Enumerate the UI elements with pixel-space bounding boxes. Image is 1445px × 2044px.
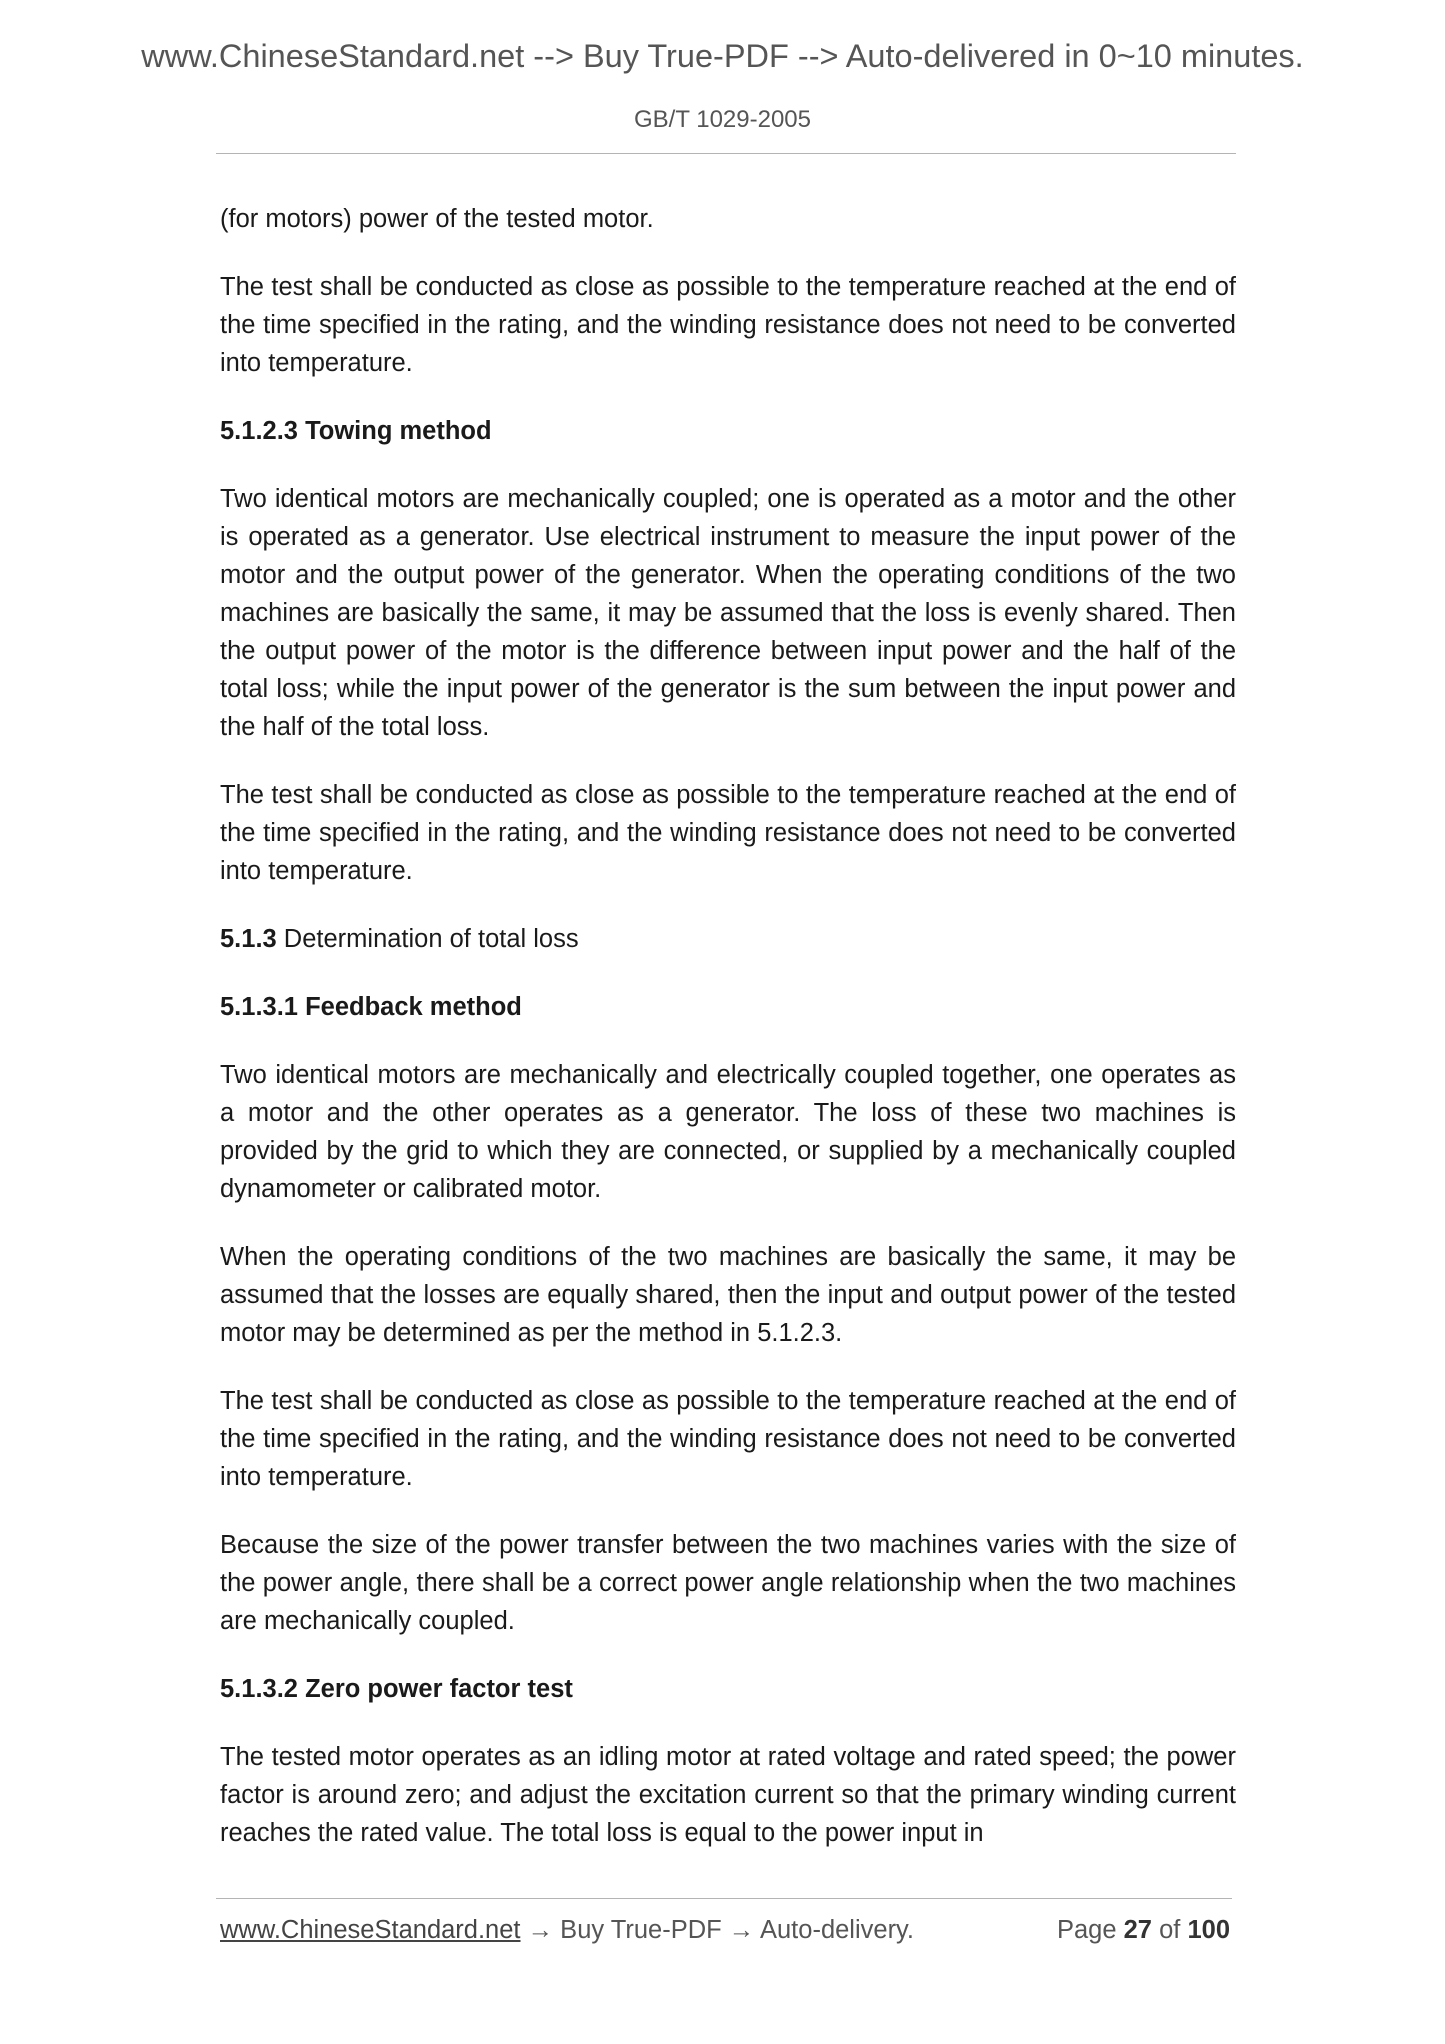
heading-5-1-3-title: Determination of total loss — [276, 925, 579, 953]
footer-divider — [216, 1898, 1232, 1899]
paragraph-operating-conditions: When the operating conditions of the two machines are basically the same, it may be assumed that the losses are equally shared, then the input and output power of the tested motor may be determined as per the method in 5.1.2.3. — [220, 1243, 1236, 1347]
total-pages: 100 — [1187, 1916, 1230, 1944]
paragraph-zero-power-factor: The tested motor operates as an idling motor at rated voltage and rated speed; the power factor is around zero; and adjust the excitation current so that the primary winding current reaches the rated value. The total loss is equal to the power input in — [220, 1743, 1236, 1847]
footer-tagline: → Buy True-PDF → Auto-delivery. — [520, 1916, 914, 1944]
paragraph-test-temperature-2: The test shall be conducted as close as possible to the temperature reached at the end of the time specified in the rating, and the winding resistance does not need to be converted into temperature. — [220, 781, 1236, 885]
paragraph-test-temperature-1: The test shall be conducted as close as possible to the temperature reached at the end of the time specified in the rating, and the winding resistance does not need to be converted into temperature. — [220, 273, 1236, 377]
paragraph-test-temperature-3: The test shall be conducted as close as possible to the temperature reached at the end of the time specified in the rating, and the winding resistance does not need to be converted into temperature. — [220, 1387, 1236, 1491]
footer-site-link[interactable]: www.ChineseStandard.net — [220, 1916, 521, 1944]
page-footer — [220, 1916, 1230, 1956]
paragraph-feedback-method: Two identical motors are mechanically and electrically coupled together, one operates as a motor and the other operates as a generator. The loss of these two machines is provided by the grid to which they are connected, or supplied by a mechanically coupled dynamometer or calibrated motor. — [220, 1061, 1236, 1203]
page-number: 27 — [1123, 1916, 1152, 1944]
paragraph-power-angle: Because the size of the power transfer between the two machines varies with the size of the power angle, there shall be a correct power angle relationship when the two machines are mechanically coupled. — [220, 1531, 1236, 1635]
heading-5-1-3-number: 5.1.3 — [220, 925, 277, 953]
footer-left — [220, 1916, 914, 1945]
header-banner: www.ChineseStandard.net --> Buy True-PDF --> Auto-delivered in 0~10 minutes. — [141, 38, 1304, 74]
heading-5-1-3-1: 5.1.3.1 Feedback method — [220, 993, 522, 1021]
paragraph-continuation: (for motors) power of the tested motor. — [220, 205, 654, 233]
paragraph-towing-method: Two identical motors are mechanically coupled; one is operated as a motor and the other is operated as a generator. Use electrical instrument to measure the input power of the motor and the output power of the generator. When the operating conditions of the two machines are basically the same, it may be assumed that the loss is evenly shared. Then the output power of the motor is the difference between input power and the half of the total loss; while the input power of the generator is the sum between the input power and the half of the total loss. — [220, 485, 1236, 741]
of-label: of — [1159, 1916, 1181, 1944]
document-id: GB/T 1029-2005 — [633, 106, 811, 133]
header-divider — [216, 153, 1236, 154]
page-content — [220, 200, 1236, 1882]
heading-5-1-3 — [220, 920, 1236, 958]
page-counter — [1057, 1916, 1230, 1945]
heading-5-1-2-3: 5.1.2.3 Towing method — [220, 417, 492, 445]
heading-5-1-3-2: 5.1.3.2 Zero power factor test — [220, 1675, 573, 1703]
page-label: Page — [1056, 1916, 1117, 1944]
